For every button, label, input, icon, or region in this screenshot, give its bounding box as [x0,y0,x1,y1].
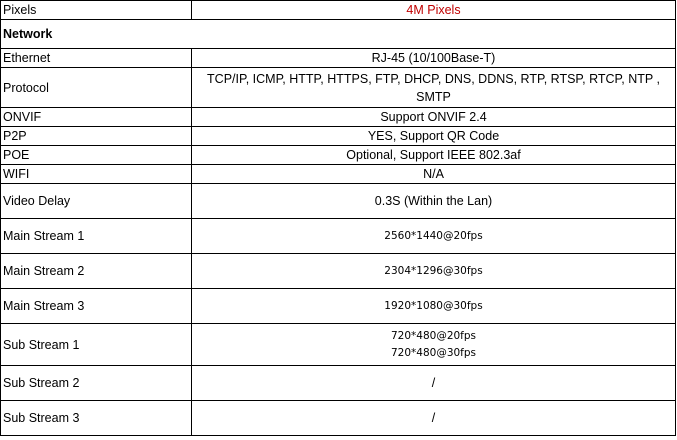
row-value-line: 720*480@20fps [390,329,477,342]
table-row-pixels [1,1,676,20]
table-row [1,108,676,127]
row-label: Pixels [1,1,192,20]
row-label: Video Delay [1,184,192,219]
row-value-line: 720*480@30fps [390,346,477,359]
row-value [192,324,676,366]
row-value: / [192,366,676,401]
row-label: Main Stream 3 [1,289,192,324]
table-row [1,254,676,289]
section-title-network: Network [1,20,676,49]
row-value: TCP/IP, ICMP, HTTP, HTTPS, FTP, DHCP, DNS, DDNS, RTP, RTSP, RTCP, NTP , SMTP [192,68,676,108]
table-row [1,324,676,366]
row-label: POE [1,146,192,165]
row-value: 4M Pixels [192,1,676,20]
table-row [1,184,676,219]
table-row [1,127,676,146]
table-row [1,165,676,184]
row-value: 1920*1080@30fps [192,289,676,324]
row-label: Main Stream 2 [1,254,192,289]
table-row [1,146,676,165]
row-value: N/A [192,165,676,184]
row-value: 0.3S (Within the Lan) [192,184,676,219]
row-label: Sub Stream 2 [1,366,192,401]
row-value: Optional, Support IEEE 802.3af [192,146,676,165]
row-label: P2P [1,127,192,146]
row-label: WIFI [1,165,192,184]
row-value: RJ-45 (10/100Base-T) [192,49,676,68]
table-row [1,289,676,324]
table-row [1,49,676,68]
row-label: Ethernet [1,49,192,68]
section-header-row [1,20,676,49]
table-row [1,401,676,436]
row-value: / [192,401,676,436]
row-label: Sub Stream 1 [1,324,192,366]
row-label: ONVIF [1,108,192,127]
row-value: YES, Support QR Code [192,127,676,146]
table-row [1,219,676,254]
row-label: Protocol [1,68,192,108]
row-value: 2560*1440@20fps [192,219,676,254]
table-row [1,366,676,401]
table-row [1,68,676,108]
row-value: Support ONVIF 2.4 [192,108,676,127]
row-label: Sub Stream 3 [1,401,192,436]
row-value: 2304*1296@30fps [192,254,676,289]
row-label: Main Stream 1 [1,219,192,254]
